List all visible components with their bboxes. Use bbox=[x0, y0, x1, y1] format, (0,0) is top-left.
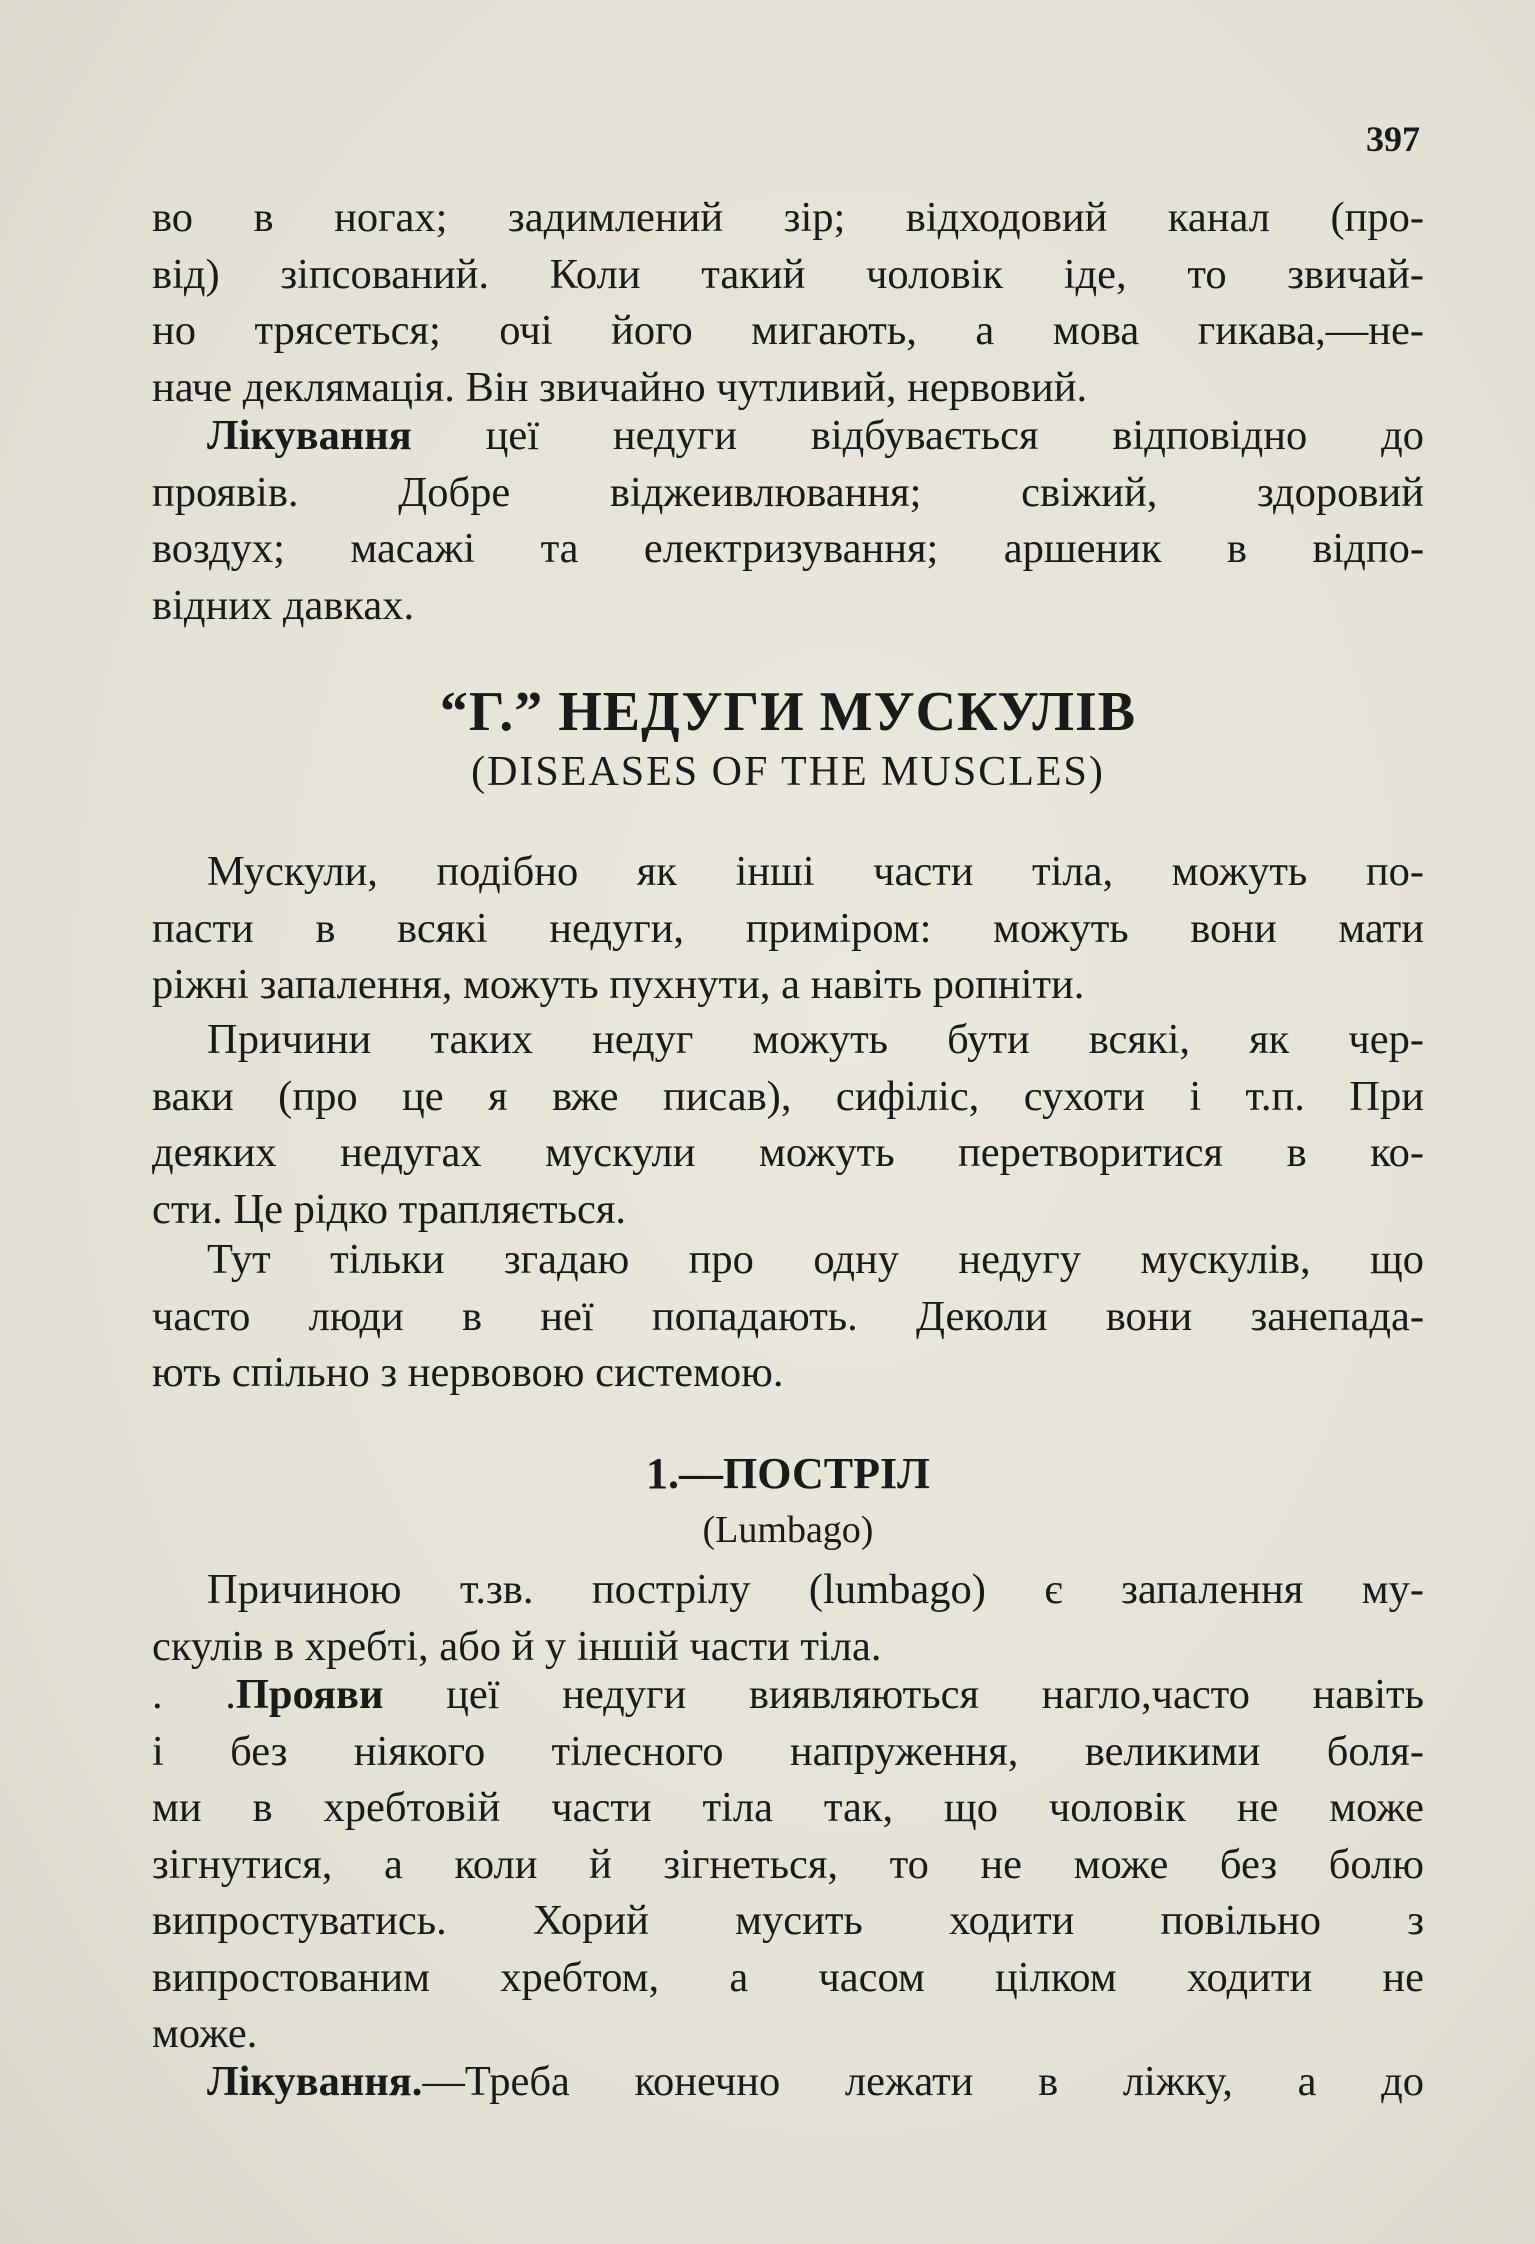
text-line: відних давках. bbox=[152, 581, 415, 629]
text-line: наче деклямація. Він звичайно чутливий, нервовий. bbox=[152, 363, 1088, 411]
text-line: ми в хребтовій части тіла так, що чоловік не може bbox=[152, 1784, 1424, 1831]
muscles-paragraph-3 bbox=[152, 1232, 1424, 1402]
muscles-paragraph-2 bbox=[152, 1012, 1424, 1238]
text-line: ють спільно з нервовою системою. bbox=[152, 1349, 784, 1396]
treatment-2-rest: —Треба конечно лежати в ліжку, а до bbox=[422, 2058, 1424, 2105]
text-line bbox=[152, 2054, 1424, 2111]
text-line bbox=[152, 408, 1424, 465]
text-line: во в ногах; задимлений зір; відходовий канал (про- bbox=[152, 194, 1424, 241]
section-heading-muscles bbox=[152, 680, 1424, 800]
text-line: деяких недугах мускули можуть перетворитися в ко- bbox=[152, 1129, 1424, 1176]
section-subtitle: (DISEASES OF THE MUSCLES) bbox=[471, 749, 1105, 795]
text-line bbox=[152, 1667, 1424, 1724]
text-line: ваки (про це я вже писав), сифіліс, сухоти і т.п. При bbox=[152, 1072, 1424, 1120]
text-line: Причини таких недуг можуть бути всякі, як чер- bbox=[207, 1016, 1424, 1063]
text-line: скулів в хребті, або й у іншій части тіла. bbox=[152, 1622, 882, 1670]
treatment-2-paragraph bbox=[152, 2054, 1424, 2111]
text-line: воздух; масажі та електризування; аршеник в відпо- bbox=[152, 525, 1424, 572]
text-line: від) зіпсований. Коли такий чоловік іде, то звичай- bbox=[152, 250, 1424, 298]
text-line: проявів. Добре віджеивлювання; свіжий, здоровий bbox=[152, 468, 1424, 516]
text-line: но трясеться; очі його мигають, а мова гикава,—не- bbox=[152, 307, 1424, 354]
treatment-paragraph bbox=[152, 408, 1424, 634]
symptoms-first-rest: цеї недуги виявляються нагло,часто навіть bbox=[383, 1671, 1424, 1718]
subsection-title: 1.—ПОСТРІЛ bbox=[646, 1449, 930, 1498]
subsection-subtitle: (Lumbago) bbox=[702, 1509, 874, 1551]
intro-paragraph bbox=[152, 190, 1424, 416]
lumbago-paragraph bbox=[152, 1562, 1424, 1675]
text-line: зігнутися, а коли й зігнеться, то не може без болю bbox=[152, 1840, 1424, 1888]
page-number: 397 bbox=[1366, 119, 1420, 159]
text-line: пасти в всякі недуги, приміром: можуть вони мати bbox=[152, 904, 1424, 952]
text-line: Мускули, подібно як інші части тіла, можуть по- bbox=[207, 848, 1424, 895]
text-line: може. bbox=[152, 2010, 258, 2057]
symptoms-lead: Прояви bbox=[235, 1671, 384, 1718]
symptoms-paragraph bbox=[152, 1667, 1424, 2063]
section-heading-lumbago bbox=[152, 1446, 1424, 1558]
text-line: сти. Це рідко трапляється. bbox=[152, 1185, 627, 1233]
stray-dots: . . bbox=[152, 1671, 236, 1718]
text-line: часто люди в неї попадають. Деколи вони занепада- bbox=[152, 1292, 1424, 1340]
text-line: Тут тільки згадаю про одну недугу мускулів, що bbox=[207, 1236, 1424, 1283]
text-line: ріжні запалення, можуть пухнути, а навіть ропніти. bbox=[152, 961, 1085, 1008]
treatment-2-lead: Лікування. bbox=[207, 2058, 423, 2105]
muscles-paragraph-1 bbox=[152, 844, 1424, 1014]
treatment-first-rest: цеї недуги відбувається відповідно до bbox=[411, 412, 1424, 459]
text-line: випростованим хребтом, а часом цілком ходити не bbox=[152, 1953, 1424, 2001]
treatment-lead: Лікування bbox=[207, 412, 412, 459]
section-title: “Г.” НЕДУГИ МУСКУЛІВ bbox=[439, 681, 1137, 743]
text-line: Причиною т.зв. пострілу (lumbago) є запалення му- bbox=[207, 1566, 1424, 1613]
text-line: випростуватись. Хорий мусить ходити повільно з bbox=[152, 1897, 1424, 1944]
text-line: і без ніякого тілесного напруження, великими боля- bbox=[152, 1727, 1424, 1775]
